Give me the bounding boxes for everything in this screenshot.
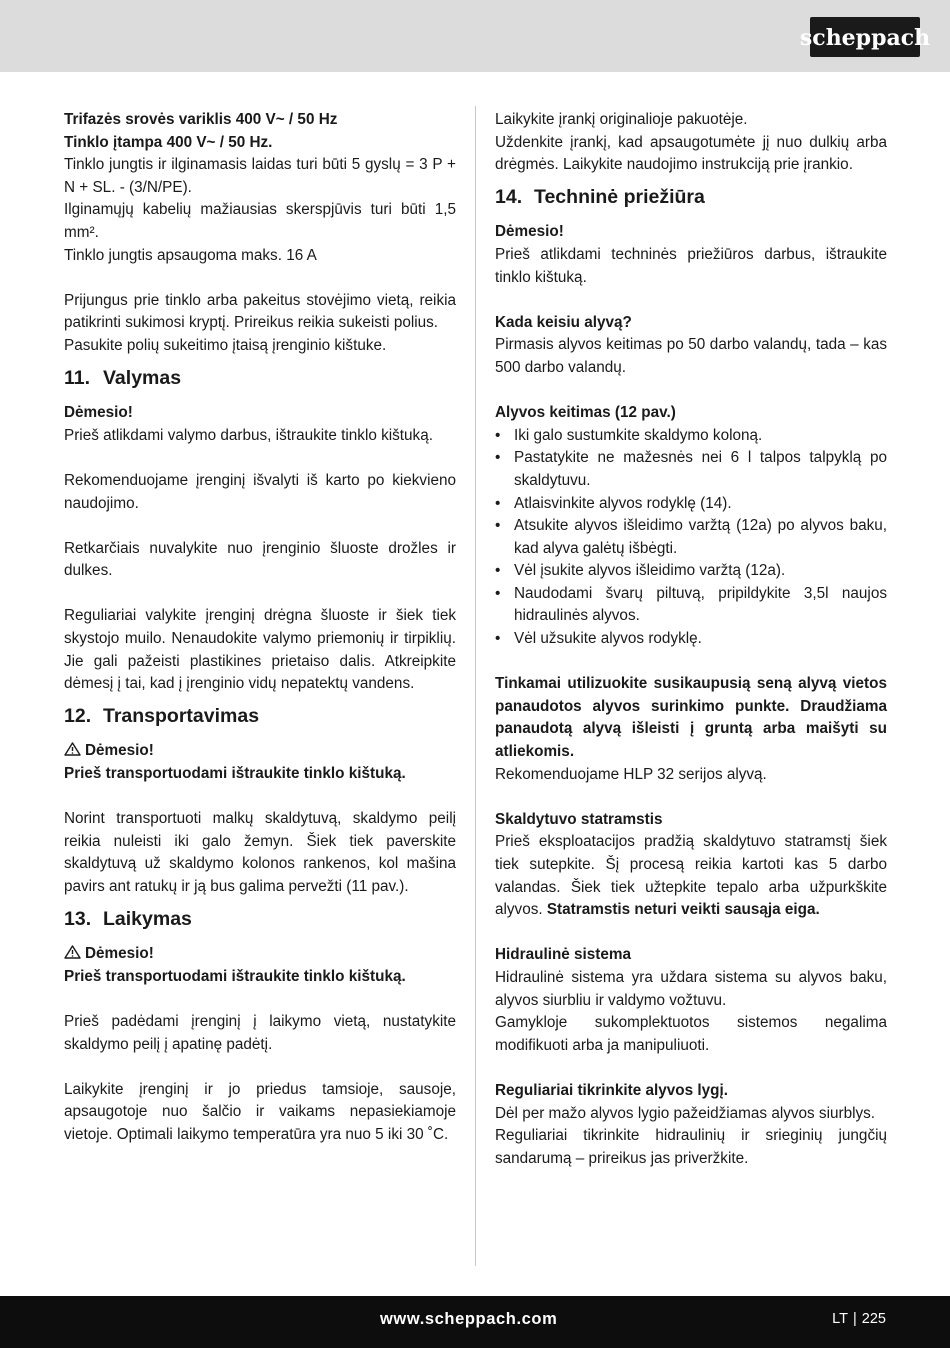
svg-text:scheppach: scheppach [799, 25, 931, 51]
oil-change-steps [495, 425, 887, 651]
subheading: Hidraulinė sistema [495, 946, 632, 964]
list-item: • Atlaisvinkite alyvos rodyklę (14). [495, 493, 887, 516]
paragraph: Rekomenduojame įrenginį išvalyti iš karto po kiekvieno naudojimo. [64, 471, 456, 512]
brand-logo [799, 17, 931, 57]
cable-cross-section: Ilginamųjų kabelių mažiausias skerspjūvis turi būti 1,5 mm². [64, 201, 456, 241]
paragraph: Rekomenduojame HLP 32 serijos alyvą. [495, 765, 767, 783]
paragraph: Hidraulinė sistema yra uždara sistema su alyvos baku, alyvos siurbliu ir valdymo vožtuvu. [495, 968, 887, 1009]
disposal-note: Tinkamai utilizuokite susikaupusią seną alyvą vietos panaudotos alyvos surinkimo punkte. Draudžiama panaudotą alyvą išleisti į gruntą arba maišyti su atliekomis. [495, 675, 887, 761]
warning-text: Prieš transportuodami ištraukite tinklo kištuką. [64, 967, 406, 985]
paragraph: Prieš eksploatacijos pradžią skaldytuvo statramstį šiek tiek sutepkite. Šį procesą reikia kartoti kas 5 darbo valandas. Šiek tiek užtepkite tepalo arba užpurkškite alyvos. Statramstis neturi veikti sausąja eiga. [495, 833, 887, 919]
list-item: • Vėl užsukite alyvos rodyklę. [495, 628, 887, 651]
paragraph: Dėl per mažo alyvos lygio pažeidžiamas alyvos siurblys. [495, 1104, 876, 1122]
column-divider [475, 106, 476, 1266]
footer-bar [0, 1296, 950, 1348]
warning-text: Prieš atlikdami techninės priežiūros darbus, ištraukite tinklo kištuką. [495, 245, 887, 286]
subheading: Alyvos keitimas (12 pav.) [495, 404, 676, 422]
section-heading-14: 14. Techninė priežiūra [495, 185, 705, 208]
list-item: • Atsukite alyvos išleidimo varžtą (12a) po alyvos baku, kad alyva galėtų išbėgti. [495, 515, 887, 560]
warning-label: Dėmesio! [495, 223, 564, 241]
left-column [64, 109, 456, 1147]
right-column [495, 109, 887, 1170]
paragraph: Laikykite įrankį originalioje pakuotėje. [495, 111, 748, 128]
list-item: • Iki galo sustumkite skaldymo koloną. [495, 425, 887, 448]
fuse-note: Tinklo jungtis apsaugoma maks. 16 A [64, 246, 317, 264]
motor-spec: Trifazės srovės variklis 400 V~ / 50 Hz [64, 111, 338, 128]
paragraph: Retkarčiais nuvalykite nuo įrenginio šluoste drožles ir dulkes. [64, 539, 456, 580]
rotation-note: Prijungus prie tinklo arba pakeitus stovėjimo vietą, reikia patikrinti sukimosi kryptį. Prireikus reikia sukeisti polius. [64, 291, 456, 332]
subheading: Kada keisiu alyvą? [495, 313, 632, 331]
section-heading-13: 13. Laikymas [64, 907, 192, 930]
paragraph: Prieš padėdami įrenginį į laikymo vietą, nustatykite skaldymo peilį į apatinę padėtį. [64, 1012, 456, 1053]
website-link[interactable]: www.scheppach.com [380, 1310, 558, 1328]
paragraph: Reguliariai valykite įrenginį drėgna šluoste ir šiek tiek skystojo muilo. Nenaudokite valymo priemonių ir tirpiklių. Jie gali pažeisti plastikines prietaiso dalis. Atkreipkite dėmesį į tai, kad į įrenginio vidų nepatektų vandens. [64, 607, 456, 693]
section-heading-12: 12. Transportavimas [64, 704, 260, 727]
paragraph: Laikykite įrenginį ir jo priedus tamsioje, sausoje, apsaugotoje nuo šalčio ir vaikams nepasiekiamoje vietoje. Optimali laikymo temperatūra yra nuo 5 iki 30 ˚C. [64, 1080, 456, 1143]
list-item: • Naudodami švarų piltuvą, pripildykite 3,5l naujos hidraulinės alyvos. [495, 583, 887, 628]
paragraph: Reguliariai tikrinkite hidraulinių ir srieginių jungčių sandarumą – prireikus jas priveržkite. [495, 1127, 887, 1167]
section-heading-11: 11. Valymas [64, 366, 182, 389]
paragraph: Pirmasis alyvos keitimas po 50 darbo valandų, tada – kas 500 darbo valandų. [495, 336, 887, 376]
warning-triangle-icon [64, 945, 81, 959]
warning-text: Prieš transportuodami ištraukite tinklo kištuką. [64, 765, 406, 783]
mains-voltage: Tinklo įtampa 400 V~ / 50 Hz. [64, 133, 273, 151]
warning-label: Dėmesio! [64, 404, 133, 422]
mains-cable-note: Tinklo jungtis ir ilginamasis laidas turi būti 5 gyslų = 3 P + N + SL. - (3/N/PE). [64, 156, 456, 196]
subheading: Reguliariai tikrinkite alyvos lygį. [495, 1081, 728, 1099]
paragraph: Uždenkite įrankį, kad apsaugotumėte jį nuo dulkių arba drėgmės. Laikykite naudojimo instrukciją prie įrankio. [495, 133, 887, 174]
page-indicator: LT | 225 [832, 1311, 886, 1327]
list-item: • Pastatykite ne mažesnės nei 6 l talpos talpyklą po skaldytuvu. [495, 447, 887, 492]
warning-triangle-icon [64, 742, 81, 756]
warning-label: Dėmesio! [64, 943, 456, 966]
paragraph: Gamykloje sukomplektuotos sistemos negalima modifikuoti arba ja manipuliuoti. [495, 1014, 887, 1054]
paragraph: Norint transportuoti malkų skaldytuvą, skaldymo peilį reikia nuleisti iki galo žemyn. Šiek tiek paverskite skaldytuvą už skaldymo kolonos rankenos, kol mašina pavirs ant ratukų ir ją bus galima pervežti (11 pav.). [64, 810, 456, 895]
brand-logo-wordmark [799, 20, 931, 54]
list-item: • Vėl įsukite alyvos išleidimo varžtą (12a). [495, 560, 887, 583]
phase-switch-note: Pasukite polių sukeitimo įtaisą įrenginio kištuke. [64, 336, 387, 354]
warning-text: Prieš atlikdami valymo darbus, ištraukite tinklo kištuką. [64, 426, 433, 444]
warning-label: Dėmesio! [64, 740, 456, 763]
subheading: Skaldytuvo statramstis [495, 810, 663, 828]
